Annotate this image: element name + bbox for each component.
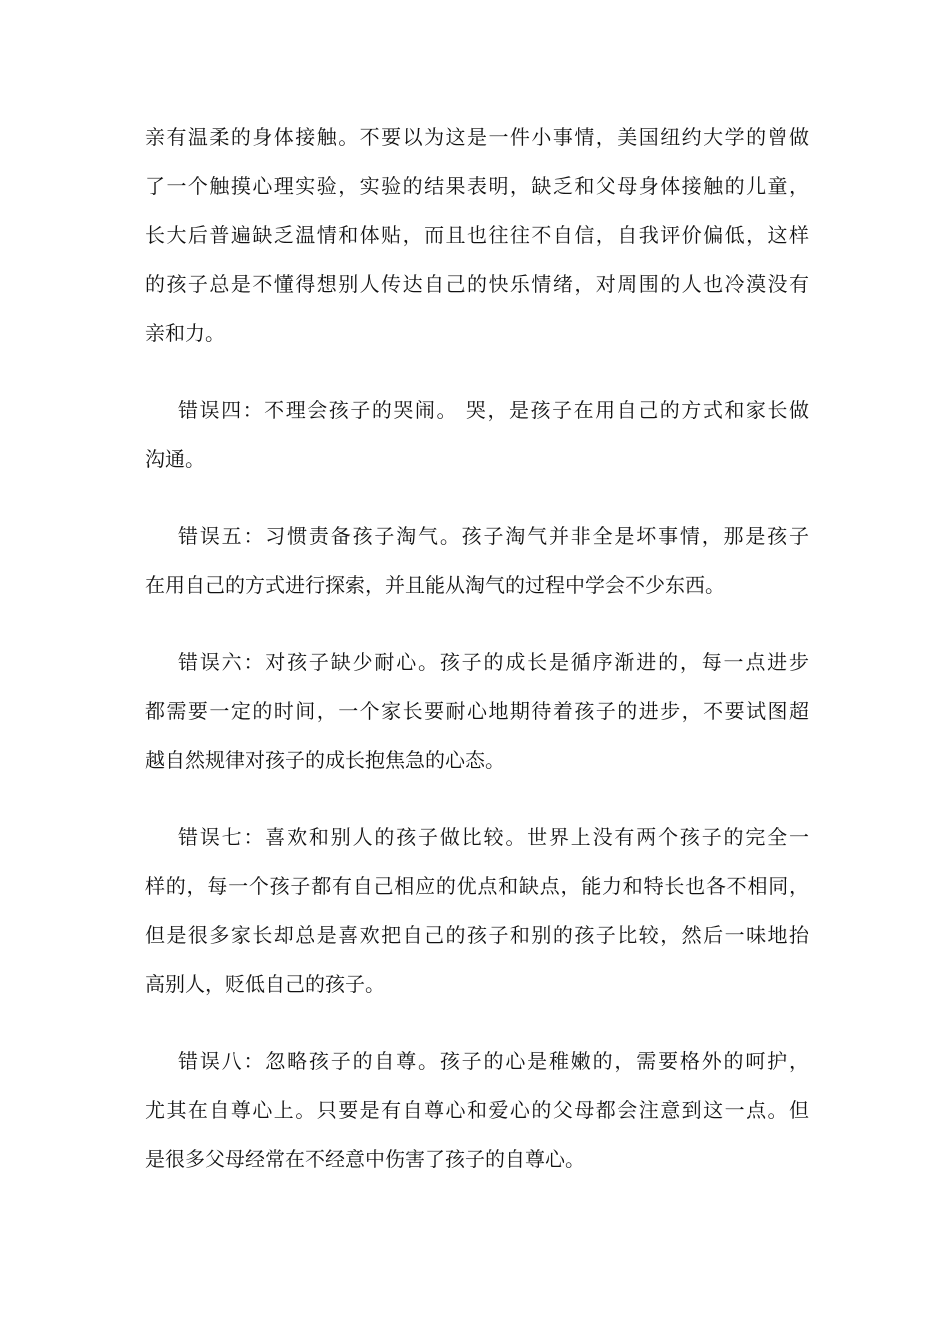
text-line: 沟通。 [145,447,205,471]
paragraph-mistake-eight [145,1037,809,1184]
text-line: 样的，每一个孩子都有自己相应的优点和缺点，能力和特长也各不相同， [145,874,809,898]
text-line: 亲有温柔的身体接触。不要以为这是一件小事情，美国纽约大学的曾做 [145,125,809,149]
text-line: 了一个触摸心理实验，实验的结果表明，缺乏和父母身体接触的儿童， [145,174,809,198]
paragraph-mistake-five [145,512,809,610]
text-line: 但是很多家长却总是喜欢把自己的孩子和别的孩子比较，然后一味地抬 [145,923,809,947]
document-body [145,113,809,1212]
text-line: 都需要一定的时间，一个家长要耐心地期待着孩子的进步，不要试图超 [145,699,809,723]
text-line: 在用自己的方式进行探索，并且能从淘气的过程中学会不少东西。 [145,573,725,597]
paragraph-touch-contact [145,113,809,358]
text-line: 是很多父母经常在不经意中伤害了孩子的自尊心。 [145,1147,585,1171]
text-line: 尤其在自尊心上。只要是有自尊心和爱心的父母都会注意到这一点。但 [145,1098,809,1122]
text-line: 错误八：忽略孩子的自尊。孩子的心是稚嫩的，需要格外的呵护， [178,1049,809,1073]
text-line: 越自然规律对孩子的成长抱焦急的心态。 [145,748,505,772]
text-line: 错误四：不理会孩子的哭闹。 哭，是孩子在用自己的方式和家长做 [178,398,809,422]
text-line: 长大后普遍缺乏温情和体贴，而且也往往不自信，自我评价偏低，这样 [145,223,809,247]
text-line: 错误六：对孩子缺少耐心。孩子的成长是循序渐进的，每一点进步 [178,650,809,674]
text-line: 错误七：喜欢和别人的孩子做比较。世界上没有两个孩子的完全一 [178,825,809,849]
text-line: 亲和力。 [145,321,225,345]
text-line: 高别人，贬低自己的孩子。 [145,972,385,996]
text-line: 错误五：习惯责备孩子淘气。孩子淘气并非全是坏事情，那是孩子 [178,524,809,548]
text-line: 的孩子总是不懂得想别人传达自己的快乐情绪，对周围的人也冷漠没有 [145,272,809,296]
paragraph-mistake-four [145,386,809,484]
paragraph-mistake-six [145,638,809,785]
paragraph-mistake-seven [145,813,809,1009]
